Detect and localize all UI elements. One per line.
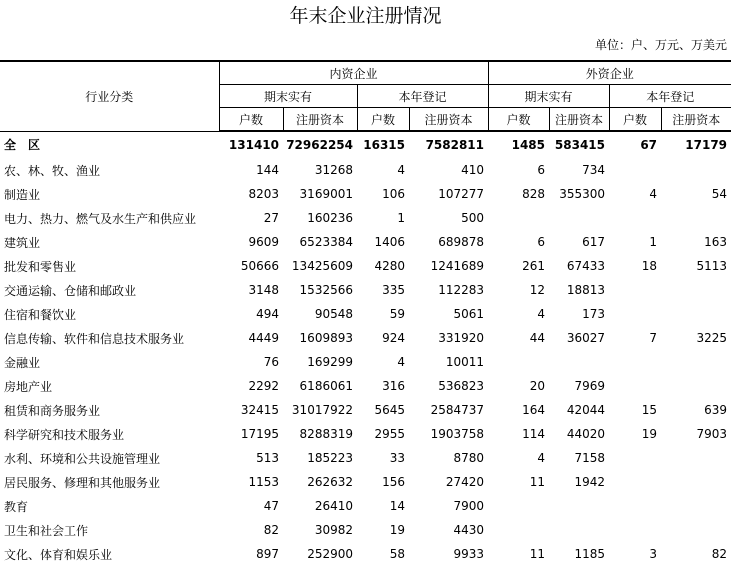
page-title: 年末企业注册情况 xyxy=(289,5,442,27)
table-row xyxy=(0,350,731,374)
row-value xyxy=(609,350,661,374)
row-value: 331920 xyxy=(438,331,485,345)
row-label: 电力、热力、燃气及水生产和供应业 xyxy=(4,211,197,226)
row-value: 8288319 xyxy=(299,427,353,441)
row-value: 42044 xyxy=(566,403,606,417)
row-value: 7900 xyxy=(453,499,485,513)
row-value: 72962254 xyxy=(286,138,353,152)
row-value: 50666 xyxy=(240,259,279,273)
row-label: 金融业 xyxy=(4,355,41,370)
row-value: 4 xyxy=(537,451,546,465)
row-value: 16315 xyxy=(363,138,405,152)
row-value: 31268 xyxy=(314,163,353,177)
row-value: 6 xyxy=(537,163,546,177)
row-label: 全 区 xyxy=(4,138,41,153)
row-value: 5061 xyxy=(453,307,485,321)
row-value: 185223 xyxy=(307,451,353,465)
row-value: 131410 xyxy=(228,138,279,152)
row-value xyxy=(661,158,731,182)
row-value: 513 xyxy=(256,451,279,465)
row-value: 734 xyxy=(582,163,606,177)
header-households: 户数 xyxy=(488,108,549,132)
row-value: 14 xyxy=(389,499,405,513)
row-value: 27 xyxy=(263,211,279,225)
row-value: 15 xyxy=(641,403,658,417)
header-foreign: 外资企业 xyxy=(488,61,731,85)
table-row xyxy=(0,254,731,278)
table-row xyxy=(0,398,731,422)
header-domestic-end-period: 期末实有 xyxy=(219,85,357,108)
header-industry: 行业分类 xyxy=(0,61,219,131)
row-value: 17179 xyxy=(685,138,728,152)
row-value: 1241689 xyxy=(430,259,485,273)
row-label: 批发和零售业 xyxy=(4,259,77,274)
row-value: 156 xyxy=(382,475,405,489)
row-value: 164 xyxy=(522,403,546,417)
row-value: 11 xyxy=(529,547,546,561)
table-row xyxy=(0,494,731,518)
row-value: 2292 xyxy=(248,379,279,393)
header-capital: 注册资本 xyxy=(549,108,609,132)
row-value: 262632 xyxy=(307,475,353,489)
row-label: 科学研究和技术服务业 xyxy=(4,427,125,442)
row-value: 639 xyxy=(704,403,728,417)
row-label: 租赁和商务服务业 xyxy=(4,403,101,418)
row-value: 1532566 xyxy=(299,283,353,297)
header-capital: 注册资本 xyxy=(283,108,357,132)
row-value xyxy=(609,446,661,470)
header-domestic-this-year: 本年登记 xyxy=(357,85,488,108)
row-value: 6186061 xyxy=(299,379,353,393)
row-value: 144 xyxy=(256,163,279,177)
row-value: 82 xyxy=(711,547,728,561)
table-row xyxy=(0,470,731,494)
row-value: 44 xyxy=(529,331,546,345)
row-value: 44020 xyxy=(566,427,606,441)
row-value xyxy=(488,206,549,230)
row-value: 7903 xyxy=(696,427,728,441)
row-value: 4449 xyxy=(248,331,279,345)
header-capital: 注册资本 xyxy=(409,108,488,132)
header-households: 户数 xyxy=(357,108,409,132)
row-value: 2955 xyxy=(374,427,405,441)
row-value: 4430 xyxy=(453,523,485,537)
row-value xyxy=(661,302,731,326)
row-value: 107277 xyxy=(438,187,485,201)
row-value: 13425609 xyxy=(291,259,353,273)
row-label: 居民服务、修理和其他服务业 xyxy=(4,475,161,490)
row-value xyxy=(661,518,731,542)
row-value: 4 xyxy=(649,187,658,201)
row-value: 82 xyxy=(263,523,279,537)
row-value xyxy=(609,278,661,302)
row-value: 19 xyxy=(389,523,405,537)
row-value: 2584737 xyxy=(430,403,485,417)
row-value: 1406 xyxy=(374,235,405,249)
row-value xyxy=(609,158,661,182)
row-value: 6 xyxy=(537,235,546,249)
table-row xyxy=(0,374,731,398)
row-value: 1903758 xyxy=(430,427,485,441)
row-value: 3225 xyxy=(696,331,728,345)
row-value: 163 xyxy=(704,235,728,249)
row-value xyxy=(609,494,661,518)
row-value xyxy=(609,518,661,542)
row-value: 160236 xyxy=(307,211,353,225)
row-value: 1 xyxy=(649,235,658,249)
row-value: 355300 xyxy=(559,187,606,201)
row-label: 制造业 xyxy=(4,187,41,202)
row-value: 1185 xyxy=(574,547,606,561)
header-households: 户数 xyxy=(609,108,661,132)
row-value xyxy=(549,518,609,542)
table-row-total xyxy=(0,131,731,158)
row-value xyxy=(488,518,549,542)
row-value: 59 xyxy=(389,307,405,321)
row-value: 828 xyxy=(522,187,546,201)
row-value xyxy=(661,206,731,230)
row-value: 1 xyxy=(397,211,405,225)
table-row xyxy=(0,422,731,446)
row-value xyxy=(661,494,731,518)
header-households: 户数 xyxy=(219,108,283,132)
row-value: 76 xyxy=(263,355,279,369)
row-value: 5113 xyxy=(696,259,728,273)
row-value: 12 xyxy=(529,283,546,297)
row-value: 9609 xyxy=(248,235,279,249)
row-value: 8203 xyxy=(248,187,279,201)
row-value: 54 xyxy=(711,187,728,201)
row-value xyxy=(661,278,731,302)
row-value: 494 xyxy=(256,307,279,321)
header-foreign-end-period: 期末实有 xyxy=(488,85,609,108)
row-label: 水利、环境和公共设施管理业 xyxy=(4,451,161,466)
row-value: 67433 xyxy=(566,259,606,273)
row-value: 114 xyxy=(522,427,546,441)
row-value xyxy=(661,470,731,494)
row-value: 106 xyxy=(382,187,405,201)
row-value: 5645 xyxy=(374,403,405,417)
row-label: 教育 xyxy=(4,499,29,514)
row-value: 897 xyxy=(256,547,279,561)
row-value: 11 xyxy=(529,475,546,489)
row-value: 47 xyxy=(263,499,279,513)
row-value xyxy=(488,350,549,374)
row-value: 27420 xyxy=(445,475,485,489)
table-row xyxy=(0,278,731,302)
table-row xyxy=(0,206,731,230)
row-value: 7158 xyxy=(574,451,606,465)
row-value: 1942 xyxy=(574,475,606,489)
row-value: 19 xyxy=(641,427,658,441)
row-value: 30982 xyxy=(314,523,353,537)
row-label: 农、林、牧、渔业 xyxy=(4,163,101,178)
row-label: 房地产业 xyxy=(4,379,53,394)
row-value: 7 xyxy=(649,331,658,345)
row-value: 1485 xyxy=(511,138,546,152)
row-value: 9933 xyxy=(453,547,485,561)
row-value: 32415 xyxy=(240,403,279,417)
row-value: 58 xyxy=(389,547,405,561)
row-value: 26410 xyxy=(314,499,353,513)
row-value: 18 xyxy=(641,259,658,273)
row-value: 6523384 xyxy=(299,235,353,249)
row-label: 交通运输、仓储和邮政业 xyxy=(4,283,137,298)
row-value: 7969 xyxy=(574,379,606,393)
table-row xyxy=(0,302,731,326)
row-value: 33 xyxy=(389,451,405,465)
row-value xyxy=(488,494,549,518)
row-value xyxy=(549,206,609,230)
table-row xyxy=(0,446,731,470)
row-value: 7582811 xyxy=(425,138,485,152)
row-value: 335 xyxy=(382,283,405,297)
row-value: 316 xyxy=(382,379,405,393)
row-value: 536823 xyxy=(438,379,485,393)
row-value: 924 xyxy=(382,331,405,345)
row-value: 67 xyxy=(640,138,658,152)
row-value: 3 xyxy=(649,547,658,561)
row-value: 1609893 xyxy=(299,331,353,345)
row-value: 3169001 xyxy=(299,187,353,201)
table-row xyxy=(0,230,731,254)
row-label: 卫生和社会工作 xyxy=(4,523,89,538)
row-value: 36027 xyxy=(566,331,606,345)
row-value: 583415 xyxy=(554,138,606,152)
row-value: 617 xyxy=(582,235,606,249)
table-row xyxy=(0,326,731,350)
row-value: 410 xyxy=(461,163,485,177)
row-value: 4 xyxy=(397,355,405,369)
row-value: 90548 xyxy=(314,307,353,321)
row-value: 4280 xyxy=(374,259,405,273)
row-value: 4 xyxy=(397,163,405,177)
enterprise-registration-table xyxy=(0,60,731,566)
row-value xyxy=(549,494,609,518)
row-value: 169299 xyxy=(307,355,353,369)
row-value: 20 xyxy=(529,379,546,393)
row-label: 建筑业 xyxy=(4,235,41,250)
row-value: 112283 xyxy=(438,283,485,297)
unit-note: 单位：户、万元、万美元 xyxy=(594,38,727,52)
row-value xyxy=(609,470,661,494)
table-row xyxy=(0,518,731,542)
row-value xyxy=(661,446,731,470)
row-value: 4 xyxy=(537,307,546,321)
row-value: 8780 xyxy=(453,451,485,465)
row-label: 住宿和餐饮业 xyxy=(4,307,77,322)
table-body xyxy=(0,131,731,566)
header-domestic: 内资企业 xyxy=(219,61,488,85)
table-row xyxy=(0,542,731,566)
row-label: 信息传输、软件和信息技术服务业 xyxy=(4,331,185,346)
row-value: 173 xyxy=(582,307,606,321)
header-foreign-this-year: 本年登记 xyxy=(609,85,731,108)
row-value: 689878 xyxy=(438,235,485,249)
row-value xyxy=(661,350,731,374)
row-value: 261 xyxy=(522,259,546,273)
row-value: 10011 xyxy=(445,355,485,369)
row-value: 500 xyxy=(461,211,485,225)
header-capital: 注册资本 xyxy=(661,108,731,132)
table-row xyxy=(0,158,731,182)
table-row xyxy=(0,182,731,206)
row-value: 3148 xyxy=(248,283,279,297)
row-value: 252900 xyxy=(307,547,353,561)
row-value: 31017922 xyxy=(291,403,353,417)
row-value: 18813 xyxy=(566,283,606,297)
row-value xyxy=(609,302,661,326)
row-value xyxy=(661,374,731,398)
row-value xyxy=(549,350,609,374)
row-value: 1153 xyxy=(248,475,279,489)
row-label: 文化、体育和娱乐业 xyxy=(4,547,113,562)
row-value xyxy=(609,374,661,398)
row-value: 17195 xyxy=(240,427,279,441)
row-value xyxy=(609,206,661,230)
